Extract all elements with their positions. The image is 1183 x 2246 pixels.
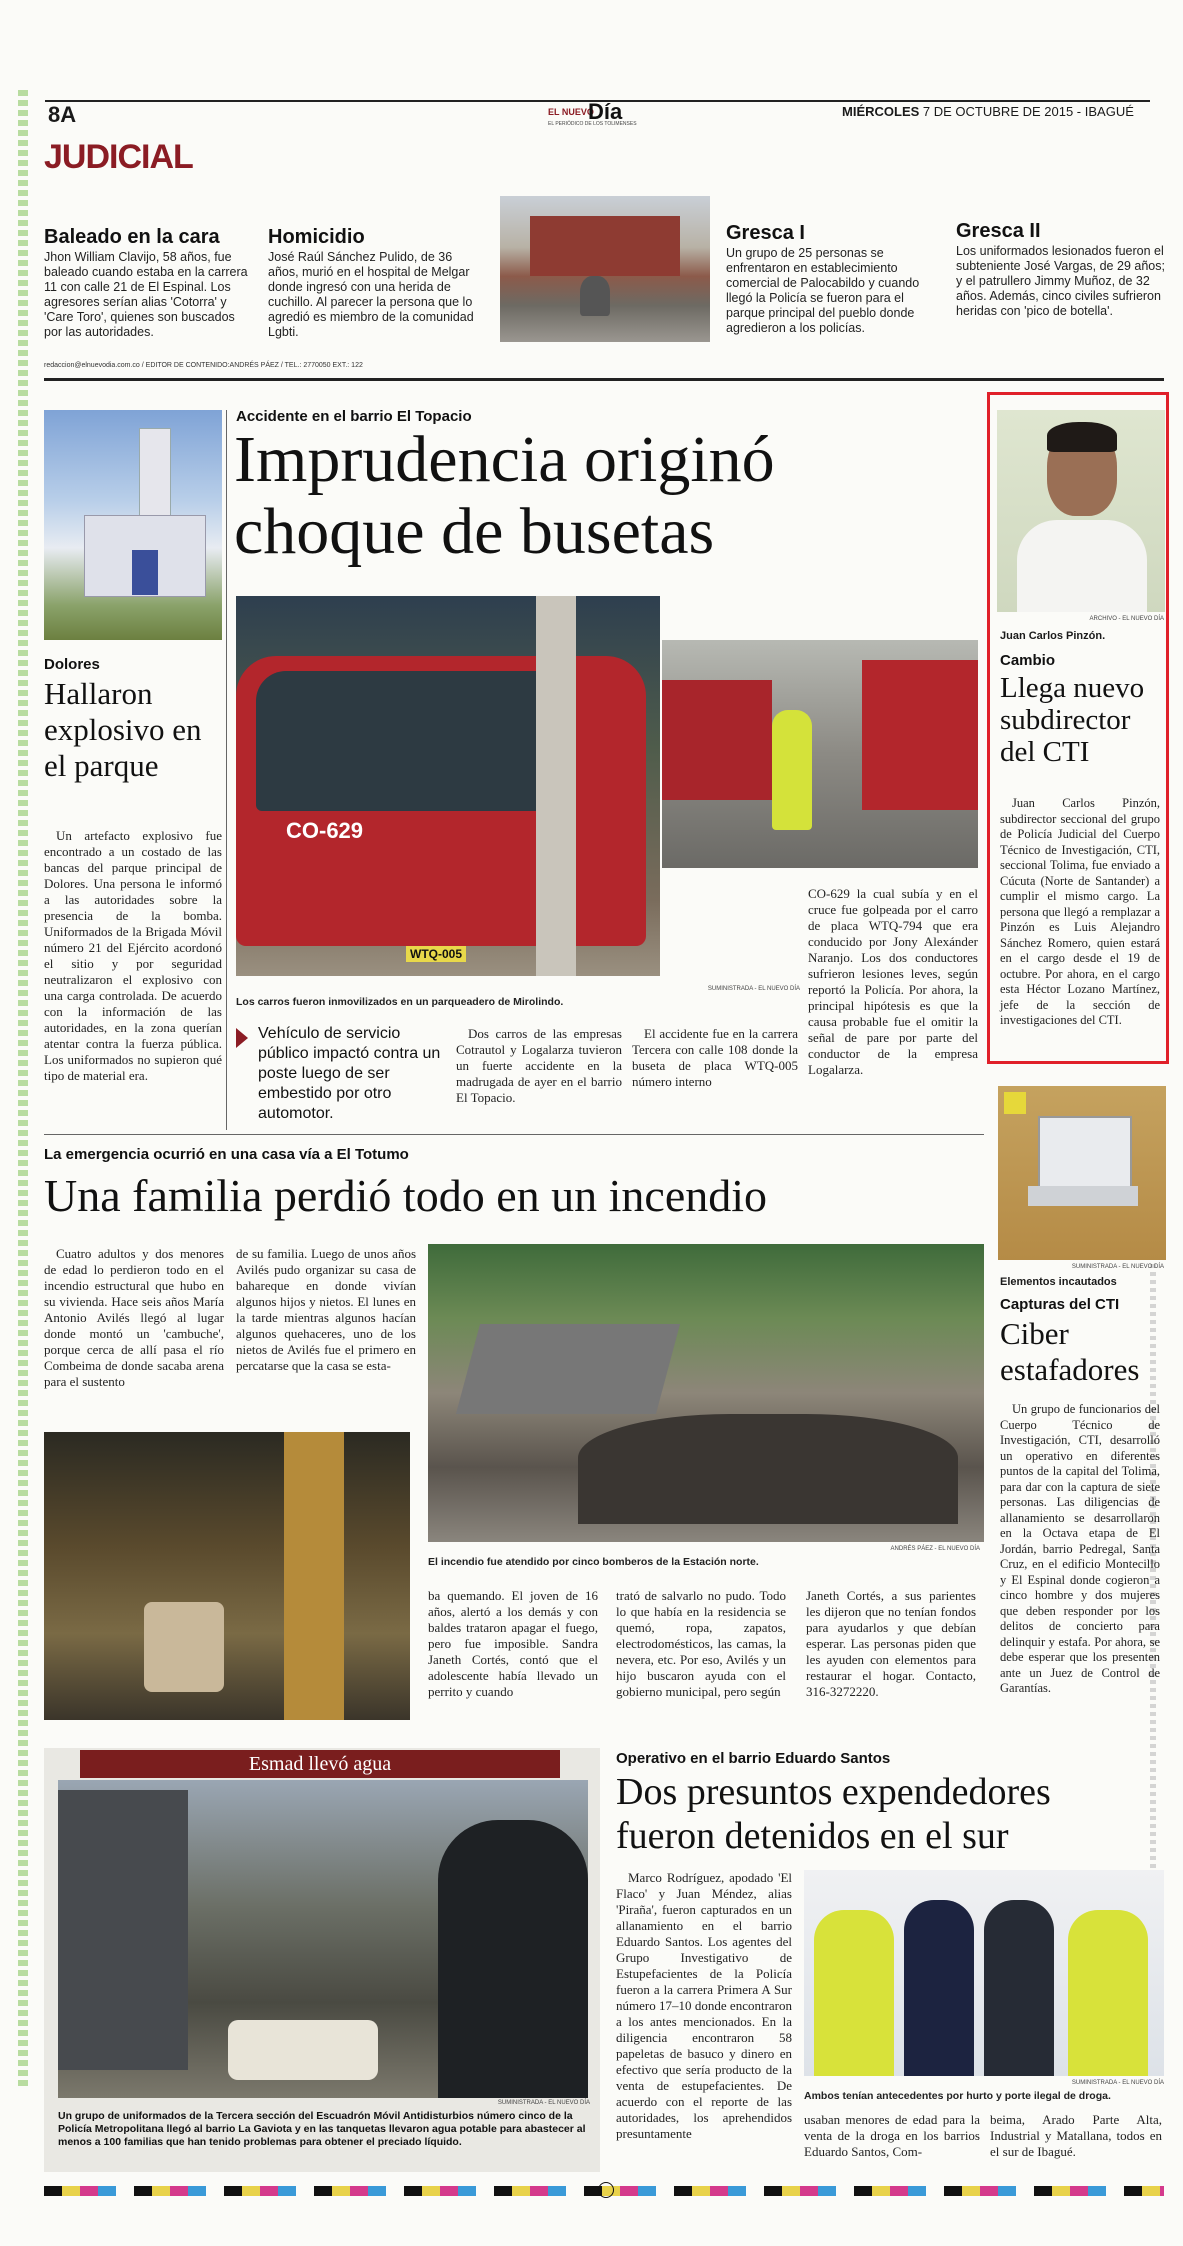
incendio-paragraph-4: trató de salvarlo no pudo. Todo lo que había en la residencia se quemó, ropa, zapatos, electrodomésticos, las camas, la nevera, etc. Por eso, Avilés y un hijo buscaron ayuda con el gobierno municipal, pero según — [616, 1588, 786, 1699]
incendio-paragraph-5: Janeth Cortés, a sus parientes les dijeron que no tenían fondos para ayudarlos y que debían esperar. Las personas piden que les ayuden con elementos para restaurar el hogar. Contacto, 316-3272220. — [806, 1588, 976, 1699]
incendio-photo-caption: El incendio fue atendido por cinco bomberos de la Estación norte. — [428, 1556, 759, 1568]
burned-house-photo — [428, 1244, 984, 1542]
expendedores-photo-credit: SUMINISTRADA - EL NUEVO DÍA — [1071, 2080, 1164, 2086]
expendedores-col-3 — [990, 2112, 1162, 2160]
busetas-paragraph-b: El accidente fue en la carrera Tercera con calle 108 donde la buseta de placa WTQ-005 número interno — [632, 1026, 798, 1089]
pullquote-text: Vehículo de servicio público impactó contra un poste luego de ser embestido por otro automotor. — [258, 1025, 441, 1122]
cti-headline: Llega nuevo subdirector del CTI — [1000, 672, 1145, 768]
brief-text-homicidio: José Raúl Sánchez Pulido, de 36 años, murió en el hospital de Melgar donde ingresó con una herida de cuchillo. Al parecer la persona que lo agredió es miembro de la comunidad Lgbti. — [268, 250, 474, 339]
bus-windshield — [256, 671, 576, 811]
page-number: 8A — [48, 102, 77, 127]
ciber-photo-caption: Elementos incautados — [1000, 1276, 1117, 1288]
water-tanker — [58, 1790, 188, 2070]
logo-main: Día — [588, 99, 623, 124]
dolores-church-photo — [44, 410, 222, 640]
busetas-headline-line-1: Imprudencia originó — [234, 423, 775, 496]
dolores-paragraph: Un artefacto explosivo fue encontrado a un costado de las bancas del parque principal de Dolores. Una persona le informó a las autoridades sobre la presencia de la bomba. Uniformados de la Brigada Móvil número 21 del Ejército acordonó el sitio y por seguridad neutralizaron el explosivo con una carga controlada. De acuerdo con la información de las autoridades, en la zona querían atentar contra la fuerza pública. Los uniformados no supieron qué tipo de material era. — [44, 828, 222, 1083]
incendio-col-1 — [44, 1246, 224, 1390]
laptop-screen — [1038, 1116, 1132, 1190]
expendedores-paragraph-3: beima, Arado Parte Alta, Industrial y Matallana, todos en el sur de Ibagué. — [990, 2112, 1162, 2159]
incendio-paragraph-1: Cuatro adultos y dos menores de edad lo perdieron todo en el incendio estructural que hubo en su vivienda. Hace seis años María Antonio Avilés llegó al lugar donde montó un 'cambuche', porque cerca de allí pasa el río Combeima de donde sacaba arena para el sustento — [44, 1246, 224, 1389]
incendio-col-3 — [428, 1588, 598, 1700]
incendio-paragraph-2: de su familia. Luego de unos años Avilés pudo organizar su casa de bahareque en donde vivían algunos hijos y nietos. El lunes en la tarde mientras algunos hacían algunos quehaceres, uno de los nietos de Avilés fue el primero en percatarse que la casa se esta- — [236, 1246, 416, 1373]
pullquote-arrow-icon — [236, 1028, 248, 1048]
brief-title-baleado: Baleado en la cara — [44, 226, 220, 248]
newspaper-logo — [548, 101, 648, 131]
esmad-water-photo — [58, 1780, 588, 2098]
utility-pole — [536, 596, 576, 976]
officer-figure — [772, 710, 812, 830]
busetas-headline-line-2: choque de busetas — [234, 495, 715, 568]
incendio-col-5 — [806, 1588, 976, 1700]
date-day: MIÉRCOLES — [842, 104, 920, 119]
ciber-kicker: Capturas del CTI — [1000, 1296, 1120, 1313]
cti-photo-name: Juan Carlos Pinzón. — [1000, 630, 1106, 642]
evidence-tag-icon — [1004, 1092, 1026, 1114]
busetas-col-a — [456, 1026, 622, 1106]
incendio-col-4 — [616, 1588, 786, 1700]
incendio-photo-credit: ANDRÉS PÁEZ - EL NUEVO DÍA — [890, 1546, 980, 1552]
busetas-col-b — [632, 1026, 798, 1090]
wood-post — [284, 1432, 344, 1720]
brief-title-gresca-2: Gresca II — [956, 220, 1041, 242]
esmad-caption: Un grupo de uniformados de la Tercera sección del Escuadrón Móvil Antidisturbios número cinco de la Policía Metropolitana llegó al barrio La Gaviota y en las tanquetas llevaron agua potable para abastecer al menos a 100 familias que han tenido problemas para obtener el preciado líquido. — [58, 2110, 586, 2148]
parked-bus-left — [662, 680, 772, 800]
busetas-kicker: Accidente en el barrio El Topacio — [236, 408, 472, 425]
brief-title-homicidio: Homicidio — [268, 226, 365, 248]
busetas-photo-caption: Los carros fueron inmovilizados en un parqueadero de Mirolindo. — [236, 996, 564, 1008]
editor-contact-line: redaccion@elnuevodia.com.co / EDITOR DE CONTENIDO:ANDRÉS PÁEZ / TEL.: 2770050 EXT.: 122 — [44, 362, 363, 369]
portrait-shirt — [1017, 520, 1147, 612]
juan-carlos-pinzon-photo — [997, 410, 1165, 612]
detainees-photo — [804, 1870, 1164, 2076]
brief-text-baleado: Jhon William Clavijo, 58 años, fue baleado cuando estaba en la carrera 11 con calle 21 de El Espinal. Los agresores serían alias 'Cotorra' y 'Care Toro', quienes son buscados por las autoridades. — [44, 250, 248, 339]
parked-bus-right — [862, 660, 978, 810]
expendedores-paragraph-2: usaban menores de edad para la venta de la droga en los barrios Eduardo Santos, Com- — [804, 2112, 980, 2159]
busetas-paragraph-c: CO-629 la cual subía y en el cruce fue golpeada por el carro de placa WTQ-794 que era conducido por Jony Alexánder Naranjo. Los dos conductores sufrieron lesiones leves, según reportó la Policía. Por ahora, la principal hipótesis es que la causa probable fue el omitir la señal de pare por parte del conductor de la empresa Logalarza. — [808, 886, 978, 1077]
esmad-title: Esmad llevó agua — [80, 1750, 560, 1778]
burned-roof — [456, 1324, 680, 1414]
dolores-kicker: Dolores — [44, 656, 100, 673]
busetas-col-c — [808, 886, 978, 1078]
expendedores-col-2 — [804, 2112, 980, 2160]
bus-plate-number: CO-629 — [286, 818, 364, 843]
palocabildo-square-photo — [500, 196, 710, 342]
brief-title-gresca-1: Gresca I — [726, 222, 805, 244]
bus-license-plate: WTQ-005 — [406, 946, 466, 962]
cti-body — [1000, 796, 1160, 1029]
dolores-headline: Hallaron explosivo en el parque — [44, 676, 202, 783]
busetas-pullquote — [236, 1024, 448, 1124]
incendio-headline: Una familia perdió todo en un incendio — [44, 1170, 768, 1221]
binding-strip — [18, 90, 28, 2090]
crashed-bus-photo — [236, 596, 660, 976]
section-title: JUDICIAL — [44, 138, 193, 176]
police-right — [1068, 1910, 1148, 2076]
date-rest: 7 DE OCTUBRE DE 2015 - IBAGUÉ — [922, 104, 1134, 119]
brief-text-gresca-1: Un grupo de 25 personas se enfrentaron en establecimiento comercial de Palocabildo y cuando llegó la Policía se fueron para el parque principal del pueblo donde agredieron a los policías. — [726, 246, 920, 335]
expendedores-col-1 — [616, 1870, 792, 2142]
detainee-2 — [984, 1900, 1054, 2076]
portrait-hair — [1047, 422, 1117, 452]
incendio-col-2 — [236, 1246, 416, 1374]
police-left — [814, 1910, 894, 2076]
expendedores-headline-2: fueron detenidos en el sur — [616, 1815, 1009, 1857]
expendedores-paragraph-1: Marco Rodríguez, apodado 'El Flaco' y Juan Méndez, alias 'Piraña', fueron capturados en un allanamiento en el barrio Eduardo Santos. Los agentes del Grupo Investigativo de Estupefacientes de la Policía fueron a la carrera Primera A Sur número 17–10 donde encontraron a los antes mencionados. En la diligencia encontraron 58 papeletas de basuco y dinero en efectivo que sería producto de la venta de estupefacientes. De acuerdo con el reporte de las autoridades, los aprehendidos presuntamente — [616, 1870, 792, 2141]
header-bottom-rule — [44, 378, 1164, 381]
water-containers — [228, 2020, 378, 2080]
ciber-photo-credit: SUMINISTRADA - EL NUEVO DÍA — [1071, 1264, 1164, 1270]
busetas-paragraph-a: Dos carros de las empresas Cotrautol y Logalarza tuvieron un fuerte accidente en la madrugada de ayer en el barrio El Topacio. — [456, 1026, 622, 1105]
fountain — [580, 276, 610, 316]
expendedores-headline-1: Dos presuntos expendedores — [616, 1771, 1051, 1813]
burned-interior-photo — [44, 1432, 410, 1720]
registration-mark-icon — [598, 2182, 614, 2198]
busetas-photo-credit: SUMINISTRADA - EL NUEVO DÍA — [707, 986, 800, 992]
detainee-1 — [904, 1900, 974, 2076]
expendedores-kicker: Operativo en el barrio Eduardo Santos — [616, 1750, 891, 1767]
dolores-column-rule — [226, 410, 227, 1130]
buses-parked-photo — [662, 640, 978, 868]
dolores-body — [44, 828, 222, 1084]
cti-kicker: Cambio — [1000, 652, 1056, 669]
ciber-body — [1000, 1402, 1160, 1697]
expendedores-photo-caption: Ambos tenían antecedentes por hurto y porte ilegal de droga. — [804, 2090, 1111, 2102]
incendio-paragraph-3: ba quemando. El joven de 16 años, alertó a los demás y con baldes trataron apagar el fuego, pero fue imposible. Sandra Janeth Cortés, contó que el adolescente había llevado un perrito y cuando — [428, 1588, 598, 1699]
debris-pile — [578, 1414, 958, 1524]
church-building — [530, 216, 680, 276]
esmad-photo-credit: SUMINISTRADA - EL NUEVO DÍA — [497, 2100, 590, 2106]
bucket — [144, 1602, 224, 1692]
laptop-base — [1028, 1186, 1138, 1206]
brief-text-gresca-2: Los uniformados lesionados fueron el subteniente José Vargas, de 29 años; y el patrullero Jimmy Muñoz, de 32 años. Además, cinco civiles sufrieron heridas con 'pico de botella'. — [956, 244, 1165, 318]
issue-date — [842, 104, 1134, 119]
cti-photo-credit: ARCHIVO - EL NUEVO DÍA — [1089, 616, 1164, 622]
cti-paragraph: Juan Carlos Pinzón, subdirector seccional del grupo de Policía Judicial del Cuerpo Técnico de Investigación, CTI, seccional Tolima, fue enviado a Cúcuta (Norte de Santander) a cumplir el mismo cargo. La persona que llegó a remplazar a Pinzón es Luis Alejandro Sánchez Romero, quien estará en el cargo desde el 19 de octubre. Por ahora, en el cargo esta Héctor Lozano Martínez, jefe de la sección de investigaciones del CTI. — [1000, 796, 1160, 1027]
logo-top: EL NUEVO — [548, 107, 594, 117]
church-door — [132, 550, 158, 595]
seized-laptop-photo — [998, 1086, 1166, 1260]
ciber-paragraph: Un grupo de funcionarios del Cuerpo Técnico de Investigación, CTI, desarrolló un operativo en diferentes puntos de la capital del Tolima, para dar con la captura de siete personas. Las diligencias de allanamiento se desarrollaron en la Octava etapa de El Jordán, barrio Pedregal, Santa Cruz, en el edificio Montecillo y El Espinal donde cogieron a cinco hombre y dos mujeres que deben responder por los delitos de concierto para delinquir y estafa. Por ahora, se debe esperar que los presenten ante un Juez de Control de Garantías. — [1000, 1402, 1160, 1695]
incendio-kicker: La emergencia ocurrió en una casa vía a El Totumo — [44, 1146, 409, 1163]
officer-helmet — [438, 1820, 588, 2098]
logo-sub: EL PERIÓDICO DE LOS TOLIMENSES — [548, 121, 637, 127]
ciber-headline: Ciber estafadores — [1000, 1316, 1140, 1387]
incendio-top-rule — [44, 1134, 984, 1135]
